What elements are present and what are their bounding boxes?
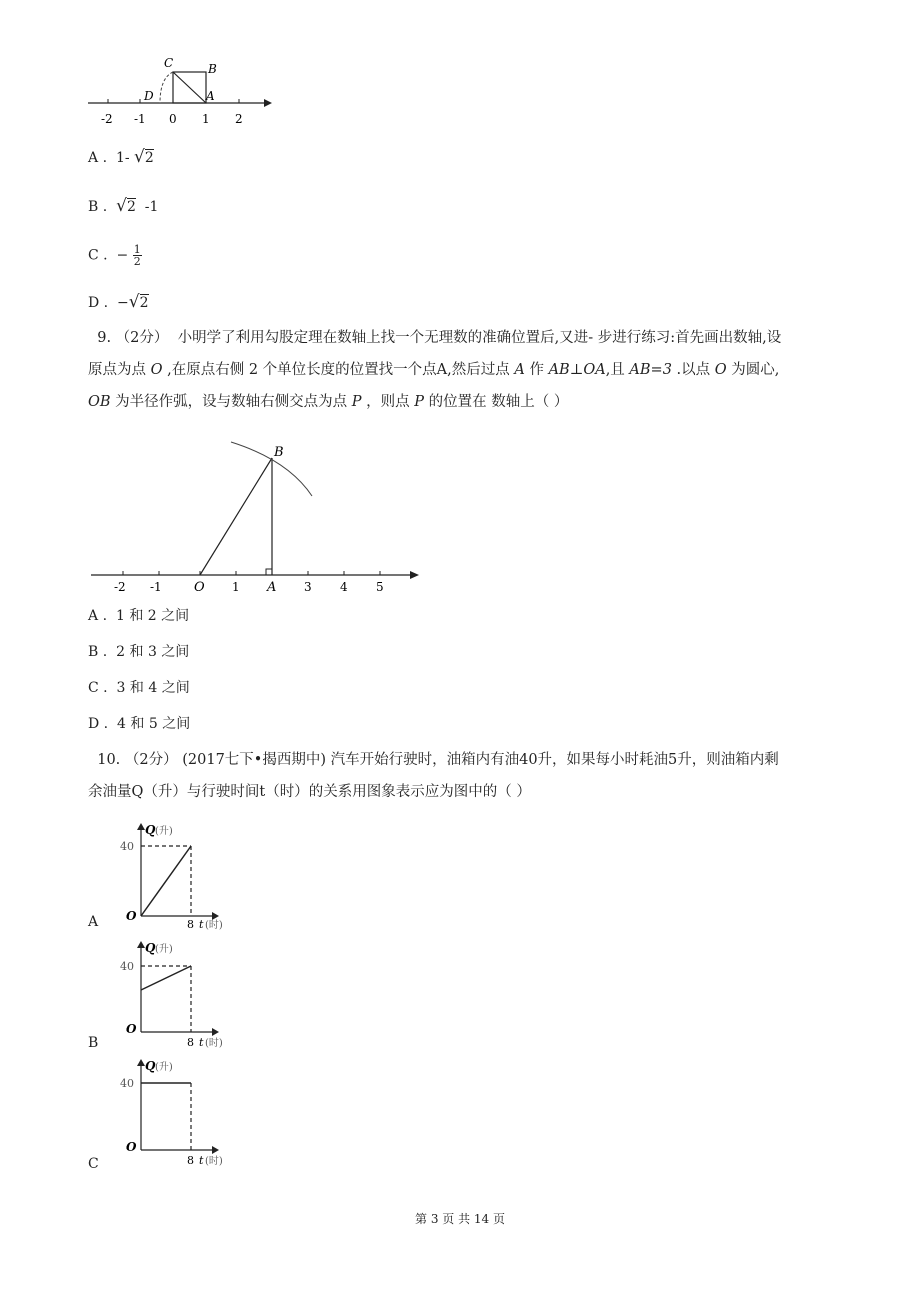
t-axis-label: t	[199, 1154, 204, 1167]
x-tick-8: 8	[187, 1154, 194, 1167]
q8-option-a[interactable]: A . 1- √2	[88, 147, 154, 167]
q10-option-c-label[interactable]: C	[88, 1156, 99, 1172]
option-text: 和	[129, 644, 144, 660]
q9-number: 9.	[97, 330, 112, 346]
q-axis-unit: (升)	[155, 944, 173, 955]
q8-option-b[interactable]: B . √2 -1	[88, 196, 159, 216]
option-number: 2	[116, 644, 126, 660]
text-run: 原点为点	[88, 362, 146, 378]
option-text: 之间	[161, 644, 190, 660]
option-text: 之间	[161, 608, 190, 624]
t-axis-label: t	[199, 918, 204, 930]
option-letter: A	[88, 608, 99, 624]
option-letter: C	[88, 680, 99, 696]
q9-tick-label: 3	[304, 580, 312, 594]
text-run: 的位置在 数轴上（ ）	[428, 394, 569, 410]
origin-label: O	[126, 909, 137, 923]
option-text: 和	[129, 608, 144, 624]
option-text: 和	[130, 716, 145, 732]
option-number: 5	[148, 716, 158, 732]
math-run: AB⊥OA	[548, 362, 606, 378]
sqrt-icon: √	[116, 196, 127, 216]
option-text: 之间	[162, 716, 191, 732]
q8-option-d[interactable]: D . −√2	[88, 292, 149, 312]
q9-option-c[interactable]: C . 3 和 4 之间	[88, 680, 190, 696]
option-letter: A	[88, 150, 99, 166]
radicand: 2	[139, 295, 149, 311]
q9-line-3	[88, 386, 888, 418]
sqrt-icon: √	[134, 147, 145, 167]
q9-line-1	[88, 322, 888, 354]
math-run: OB	[88, 394, 111, 410]
option-suffix: -1	[144, 199, 159, 215]
q10-line-1-text: (2017七下•揭西期中) 汽车开始行驶时，油箱内有油40升，如果每小时耗油5升，则油箱内剩	[182, 752, 779, 768]
q9-tick-label: 1	[232, 580, 240, 594]
q10-option-b-label[interactable]: B	[88, 1035, 99, 1051]
q10-graph-a[interactable]	[118, 822, 258, 930]
text-run: 作	[529, 362, 544, 378]
option-letter: D	[88, 295, 100, 311]
y-tick-40: 40	[120, 1077, 134, 1090]
q8-tick-label: -1	[134, 112, 146, 126]
text-run: 为半径作弧，设与数轴右侧交点为点	[115, 394, 348, 410]
option-letter: D	[88, 716, 100, 732]
minus-sign: −	[117, 295, 129, 311]
q10-number: 10.	[97, 752, 121, 768]
option-text: 和	[129, 680, 144, 696]
text-run: .以点	[676, 362, 711, 378]
option-number: 2	[147, 608, 157, 624]
q8-tick-label: 1	[202, 112, 210, 126]
numerator: 1	[133, 243, 141, 256]
sqrt-icon: √	[128, 292, 140, 312]
q8-label-b: B	[208, 62, 217, 76]
q-axis-unit: (升)	[155, 826, 173, 837]
q9-option-a[interactable]: A . 1 和 2 之间	[88, 608, 190, 624]
q9-line-2	[88, 354, 888, 386]
option-text: 之间	[161, 680, 190, 696]
q9-option-b[interactable]: B . 2 和 3 之间	[88, 644, 190, 660]
q8-tick-label: 2	[235, 112, 243, 126]
q9-question	[88, 322, 888, 418]
math-run: O	[150, 362, 163, 378]
q8-label-c: C	[164, 56, 174, 70]
option-number: 3	[147, 644, 157, 660]
text-run: 个单位长度的位置找一个点A,然后过点	[262, 362, 510, 378]
t-axis-unit: (时)	[205, 1156, 223, 1167]
minus-sign: −	[116, 247, 129, 264]
option-number: 3	[116, 680, 126, 696]
q-axis-unit: (升)	[155, 1062, 173, 1073]
text-run: ,且	[605, 362, 625, 378]
q9-label-b: B	[274, 445, 284, 460]
math-run: A	[514, 362, 525, 378]
option-letter: B	[88, 644, 99, 660]
q8-number-line-figure	[80, 50, 280, 132]
x-tick-8: 8	[187, 918, 194, 930]
denominator: 2	[133, 255, 141, 268]
q10-graph-b[interactable]	[118, 940, 258, 1050]
fraction	[133, 244, 142, 267]
q10-graph-c[interactable]	[118, 1058, 258, 1170]
q9-number-line-figure	[88, 440, 428, 598]
option-number: 1	[115, 608, 125, 624]
t-axis-label: t	[199, 1036, 204, 1049]
q-axis-label: Q	[145, 1059, 156, 1073]
radicand: 2	[144, 150, 154, 166]
page-footer: 第 3 页 共 14 页	[415, 1212, 505, 1226]
q8-tick-label: 0	[169, 112, 177, 126]
q9-tick-label: -2	[114, 580, 126, 594]
t-axis-unit: (时)	[205, 1038, 223, 1049]
q9-line-1-text: 小明学了利用勾股定理在数轴上找一个无理数的准确位置后,又进- 步进行练习:首先画出数轴,设	[177, 330, 782, 346]
q10-question	[88, 744, 888, 808]
q10-line-1	[88, 744, 888, 776]
option-prefix: 1-	[115, 150, 130, 166]
origin-label: O	[126, 1022, 137, 1036]
q8-label-a: A	[206, 89, 215, 103]
q9-label-a: A	[267, 580, 277, 595]
q8-label-d: D	[144, 89, 154, 103]
text-run: 为圆心,	[731, 362, 780, 378]
t-axis-unit: (时)	[205, 920, 223, 930]
q9-tick-label: 5	[376, 580, 384, 594]
origin-label: O	[126, 1140, 137, 1154]
q-axis-label: Q	[145, 941, 156, 955]
q9-option-d[interactable]: D . 4 和 5 之间	[88, 716, 191, 732]
q9-tick-label: 4	[340, 580, 348, 594]
math-run: P	[351, 394, 362, 410]
q10-line-2: 余油量Q（升）与行驶时间t（时）的关系用图象表示应为图中的（ ）	[88, 784, 531, 800]
x-tick-8: 8	[187, 1036, 194, 1049]
math-run: O	[714, 362, 727, 378]
q10-score: （2分）	[124, 752, 178, 768]
text-run: ，则点	[366, 394, 410, 410]
option-letter: C	[88, 247, 99, 264]
option-number: 4	[117, 716, 126, 732]
y-tick-40: 40	[120, 840, 134, 853]
q8-option-c[interactable]: C . − $\frac{1}{2}$	[88, 243, 141, 268]
y-tick-40: 40	[120, 960, 134, 973]
math-run: AB=3	[629, 362, 672, 378]
radicand: 2	[126, 199, 136, 215]
q9-score: （2分）	[115, 330, 169, 346]
q-axis-label: Q	[145, 823, 156, 837]
option-number: 4	[148, 680, 158, 696]
math-run: 2	[248, 362, 259, 378]
q9-label-o: O	[194, 580, 205, 595]
text-run: ,在原点右侧	[167, 362, 245, 378]
q8-tick-label: -2	[101, 112, 113, 126]
math-run: P	[414, 394, 425, 410]
option-letter: B	[88, 199, 99, 215]
q10-option-a-label[interactable]: A	[88, 914, 99, 930]
q9-tick-label: -1	[150, 580, 162, 594]
